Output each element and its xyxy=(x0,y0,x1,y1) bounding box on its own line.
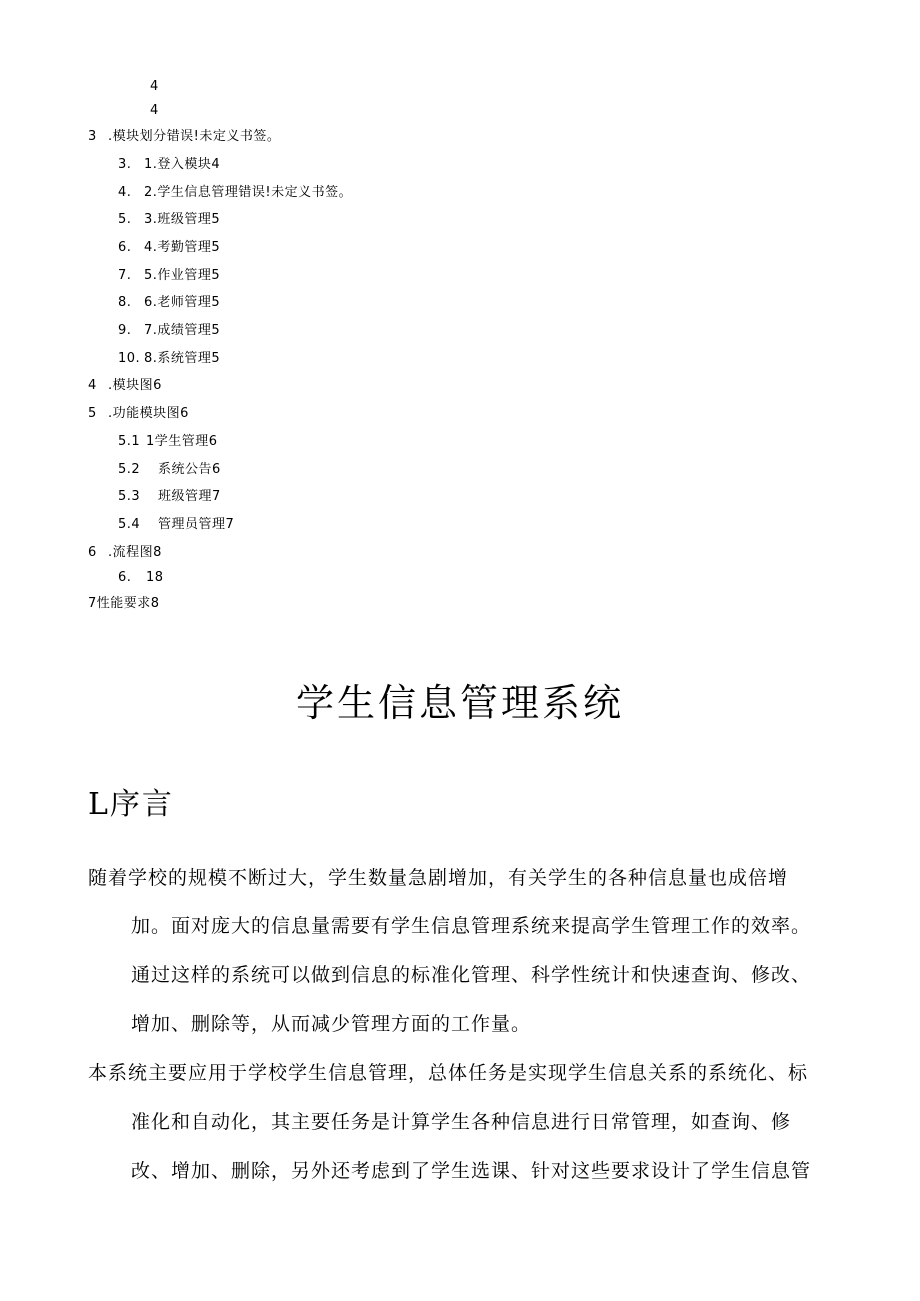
toc-entry xyxy=(118,351,220,367)
toc-entry-text: 管理员管理7 xyxy=(158,517,235,532)
toc-entry xyxy=(118,240,220,256)
toc-entry xyxy=(88,129,280,145)
toc-entry-text: 班级管理7 xyxy=(158,489,221,504)
toc-entry-text: 5.作业管理5 xyxy=(144,268,221,283)
toc-entry-number: 9. xyxy=(118,323,132,338)
paragraph-line: 增加、删除等，从而减少管理方面的工作量。 xyxy=(131,1013,532,1035)
toc-entry-number: 6 xyxy=(88,545,97,560)
paragraph-line: 本系统主要应用于学校学生信息管理，总体任务是实现学生信息关系的系统化、标 xyxy=(88,1062,809,1084)
toc-entry-text: 2.学生信息管理错误!未定义书签。 xyxy=(144,185,353,200)
toc-entry xyxy=(118,489,221,505)
toc-entry-text: 1学生管理6 xyxy=(146,434,218,449)
toc-entry-number: 5.4 xyxy=(118,517,141,532)
toc-entry-number: 4. xyxy=(118,185,132,200)
paragraph-line: 改、增加、删除，另外还考虑到了学生选课、针对这些要求设计了学生信息管 xyxy=(131,1160,812,1182)
toc-entry xyxy=(88,378,162,394)
toc-entry-text: 4 xyxy=(150,79,159,94)
toc-entry-text: .功能模块图6 xyxy=(108,406,189,421)
toc-entry-number: 5.3 xyxy=(118,489,141,504)
toc-entry xyxy=(88,545,162,561)
toc-entry-text: 1.登入模块4 xyxy=(144,157,221,172)
toc-entry xyxy=(118,570,164,586)
toc-entry xyxy=(118,212,220,228)
toc-entry-number: 4 xyxy=(88,378,97,393)
toc-entry xyxy=(150,103,159,119)
toc-entry xyxy=(150,79,159,95)
toc-entry-text: 7.成绩管理5 xyxy=(144,323,221,338)
toc-entry-text: 8.系统管理5 xyxy=(144,351,221,366)
toc-entry-number: 10. xyxy=(118,351,141,366)
toc-entry xyxy=(88,406,189,422)
toc-entry-text: 系统公告6 xyxy=(158,462,221,477)
toc-entry xyxy=(118,268,220,284)
toc-entry xyxy=(118,434,218,450)
toc-entry-text: .模块划分错误!未定义书签。 xyxy=(108,129,281,144)
toc-entry xyxy=(118,462,221,478)
document-title: 学生信息管理系统 xyxy=(295,681,624,725)
toc-entry-number: 5.2 xyxy=(118,462,141,477)
toc-entry-text: 18 xyxy=(146,570,164,585)
toc-entry xyxy=(118,157,220,173)
paragraph-line: 通过这样的系统可以做到信息的标准化管理、科学性统计和快速查询、修改、 xyxy=(131,964,812,986)
toc-entry-text: .流程图8 xyxy=(108,545,162,560)
toc-entry-number: 7. xyxy=(118,268,132,283)
toc-entry-number: 3. xyxy=(118,157,132,172)
toc-entry-text: .模块图6 xyxy=(108,378,162,393)
toc-entry-number: 8. xyxy=(118,295,132,310)
toc-entry-number: 6. xyxy=(118,240,132,255)
toc-entry-number: 6. xyxy=(118,570,132,585)
toc-entry xyxy=(118,185,352,201)
toc-entry xyxy=(118,517,234,533)
toc-entry-number: 3 xyxy=(88,129,97,144)
toc-entry-number: 5.1 xyxy=(118,434,141,449)
toc-entry xyxy=(118,323,220,339)
paragraph-line: 随着学校的规模不断过大，学生数量急剧增加，有关学生的各种信息量也成倍增 xyxy=(88,867,789,889)
toc-entry xyxy=(88,596,160,612)
toc-entry-text: 7性能要求8 xyxy=(88,596,160,611)
toc-entry-text: 3.班级管理5 xyxy=(144,212,221,227)
toc-entry xyxy=(118,295,220,311)
paragraph-line: 准化和自动化，其主要任务是计算学生各种信息进行日常管理，如查询、修 xyxy=(131,1111,792,1133)
toc-entry-text: 4 xyxy=(150,103,159,118)
section-heading: L序言 xyxy=(88,787,174,822)
toc-entry-text: 4.考勤管理5 xyxy=(144,240,221,255)
paragraph-line: 加。面对庞大的信息量需要有学生信息管理系统来提高学生管理工作的效率。 xyxy=(131,915,812,937)
toc-entry-text: 6.老师管理5 xyxy=(144,295,221,310)
toc-entry-number: 5 xyxy=(88,406,97,421)
toc-entry-number: 5. xyxy=(118,212,132,227)
